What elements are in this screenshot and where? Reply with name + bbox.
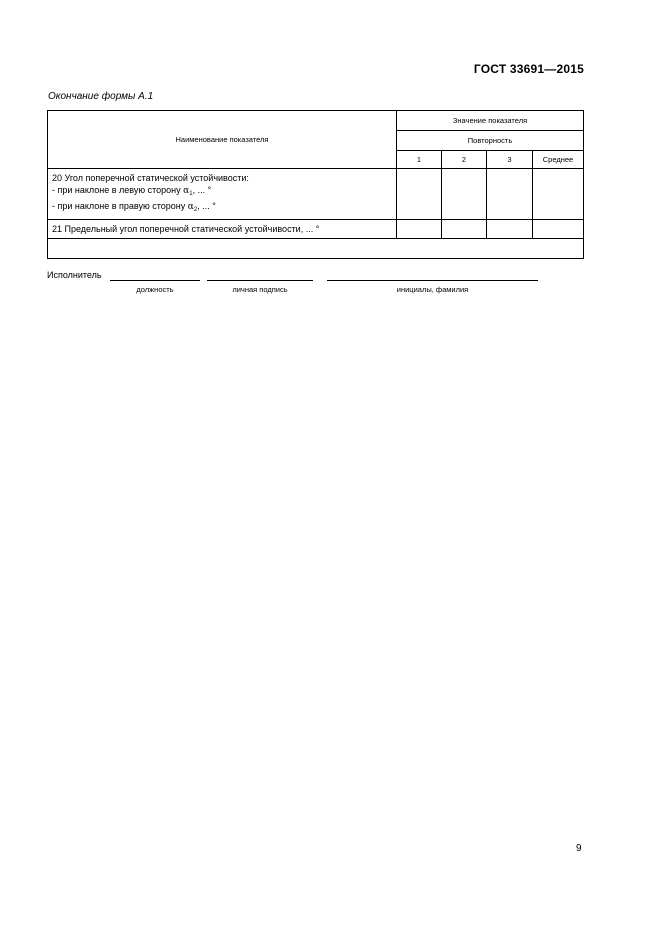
column-header-repeat-2: 2	[442, 151, 487, 169]
row-label-cell	[48, 220, 397, 239]
table-row	[48, 220, 584, 239]
form-caption: Окончание формы А.1	[48, 91, 154, 102]
value-cell-repeat-3[interactable]	[487, 220, 533, 239]
value-cell-repeat-3[interactable]	[487, 169, 533, 220]
indicator-table	[47, 110, 584, 259]
value-cell-repeat-1[interactable]	[397, 169, 442, 220]
row-20-right-tilt: - при наклоне в правую сторону $\alpha_2$, ... °	[52, 201, 216, 213]
value-cell-repeat-2[interactable]	[442, 220, 487, 239]
value-cell-average[interactable]	[533, 169, 584, 220]
value-cell-repeat-2[interactable]	[442, 169, 487, 220]
empty-cell	[48, 239, 584, 259]
document-code: ГОСТ 33691—2015	[473, 62, 584, 76]
signature-line[interactable]	[207, 280, 313, 281]
signature-caption: личная подпись	[232, 285, 288, 294]
page-number: 9	[576, 843, 582, 854]
name-caption: инициалы, фамилия	[396, 285, 469, 294]
column-header-name: Наименование показателя	[48, 111, 397, 169]
alpha-symbol: α	[183, 186, 190, 196]
alpha-symbol: α	[187, 202, 194, 212]
value-cell-repeat-1[interactable]	[397, 220, 442, 239]
position-line[interactable]	[110, 280, 200, 281]
value-cell-average[interactable]	[533, 220, 584, 239]
row-20-left-tilt: - при наклоне в левую сторону $\alpha_1$, ... °	[52, 185, 212, 197]
empty-row	[48, 239, 584, 259]
name-line[interactable]	[327, 280, 538, 281]
row-20-title: 20 Угол поперечной статической устойчивости:	[52, 173, 249, 183]
position-caption: должность	[136, 285, 174, 294]
column-header-repeat-3: 3	[487, 151, 533, 169]
table-row	[48, 169, 584, 220]
row-21-title: 21 Предельный угол поперечной статической устойчивости, ... °	[52, 224, 320, 234]
executor-label: Исполнитель	[47, 270, 102, 280]
column-header-value: Значение показателя	[397, 111, 584, 131]
row-label-cell	[48, 169, 397, 220]
signature-block	[47, 270, 547, 300]
column-header-repeat-1: 1	[397, 151, 442, 169]
column-header-average: Среднее	[533, 151, 584, 169]
column-header-repeat: Повторность	[397, 131, 584, 151]
